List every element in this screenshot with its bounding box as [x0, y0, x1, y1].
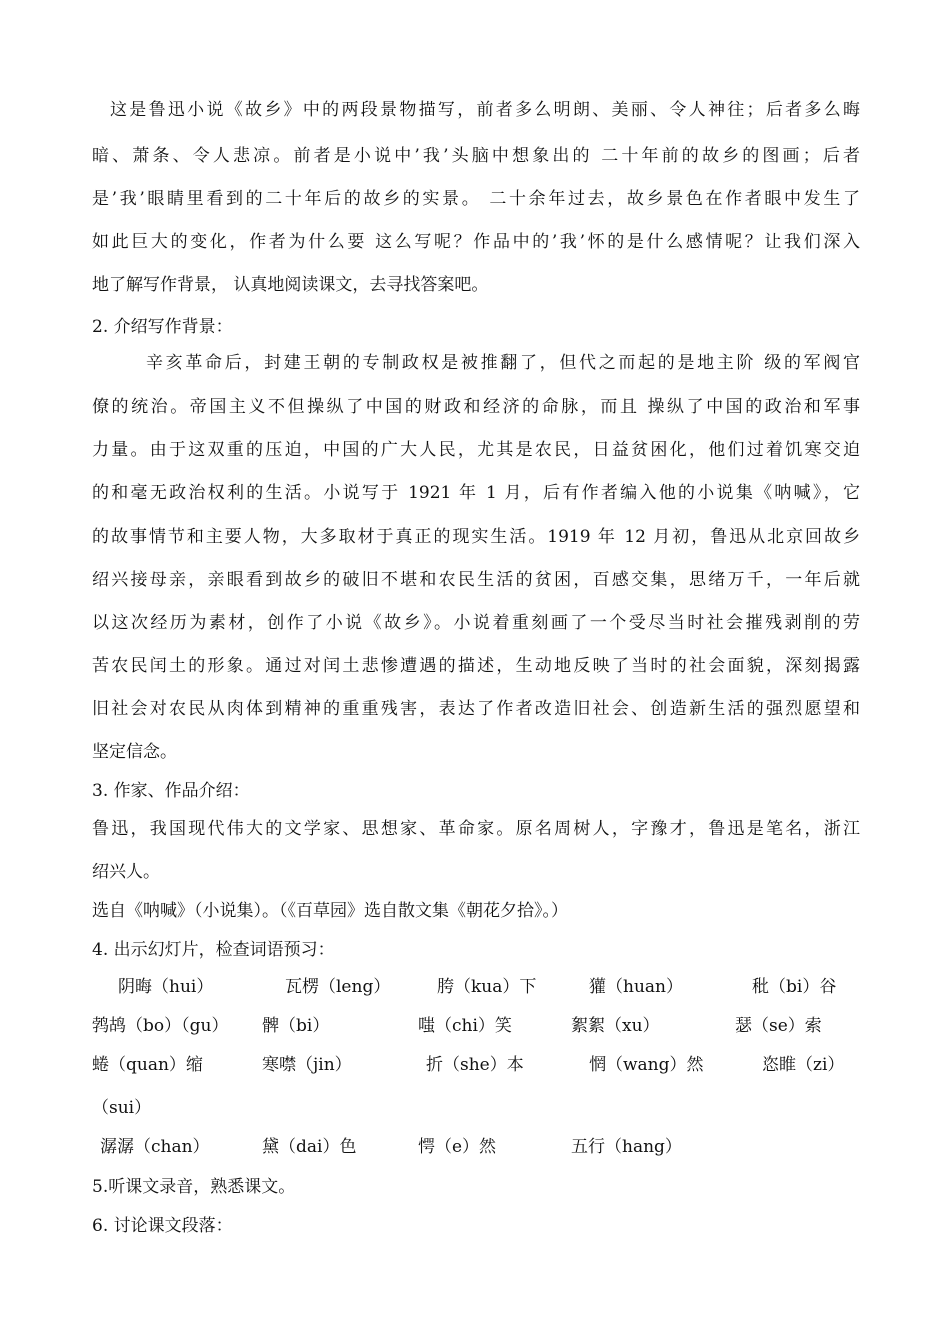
background-line-3: 力量。由于这双重的压迫，中国的广大人民，尤其是农民，日益贫困化，他们过着饥寒交迫 [92, 440, 860, 460]
vocab-item: 絮絮（xu） [571, 1016, 660, 1036]
background-line-4: 的和毫无政治权利的生活。小说写于 1921 年 1 月，后有作者编入他的小说集《呐喊》，它 [92, 483, 860, 503]
author-line-2: 绍兴人。 [92, 862, 160, 882]
vocab-item: 蜷（quan）缩 [92, 1055, 203, 1075]
vocab-item: 秕（bi）谷 [752, 977, 837, 997]
intro-line-5: 地了解写作背景， 认真地阅读课文，去寻找答案吧。 [92, 275, 489, 295]
vocab-item: 惘（wang）然 [589, 1055, 704, 1075]
background-line-2: 僚的统治。帝国主义不但操纵了中国的财政和经济的命脉，而且 操纵了中国的政治和军事 [92, 397, 860, 417]
background-line-5: 的故事情节和主要人物，大多取材于真正的现实生活。1919 年 12 月初，鲁迅从北京回故乡 [92, 527, 860, 547]
background-line-10: 坚定信念。 [92, 742, 177, 762]
background-line-1: 辛亥革命后，封建王朝的专制政权是被推翻了，但代之而起的是地主阶 级的军阀官 [146, 353, 860, 373]
intro-line-2: 暗、萧条、令人悲凉。前者是小说中’我’头脑中想象出的 二十年前的故乡的图画；后者 [92, 146, 860, 166]
vocab-item: 五行（hang） [571, 1137, 682, 1157]
intro-line-3: 是’我’眼睛里看到的二十年后的故乡的实景。 二十余年过去，故乡景色在作者眼中发生了 [92, 189, 860, 209]
vocab-item: 潺潺（chan） [100, 1137, 210, 1157]
background-line-9: 旧社会对农民从肉体到精神的重重残害，表达了作者改造旧社会、创造新生活的强烈愿望和 [92, 699, 860, 719]
vocab-item: 獾（huan） [589, 977, 683, 997]
section-heading-2: 2. 介绍写作背景： [92, 317, 233, 337]
vocab-item: 恣睢（zi） [762, 1055, 845, 1075]
vocab-item: 鹁鸪（bo）（gu） [92, 1016, 229, 1036]
section-heading-4: 4. 出示幻灯片，检查词语预习： [92, 940, 335, 960]
vocab-item: （sui） [92, 1098, 152, 1118]
vocab-item: 愕（e）然 [418, 1137, 497, 1157]
background-line-8: 苦农民闰土的形象。通过对闰土悲惨遭遇的描述，生动地反映了当时的社会面貌，深刻揭露 [92, 656, 860, 676]
vocab-item: 髀（bi） [262, 1016, 330, 1036]
section-heading-3: 3. 作家、作品介绍： [92, 781, 250, 801]
author-line-1: 鲁迅，我国现代伟大的文学家、思想家、革命家。原名周树人，字豫才，鲁迅是笔名，浙江 [92, 819, 860, 839]
vocab-item: 折（she）本 [426, 1055, 524, 1075]
background-line-7: 以这次经历为素材，创作了小说《故乡》。小说着重刻画了一个受尽当时社会摧残剥削的劳 [92, 613, 860, 633]
intro-line-4: 如此巨大的变化，作者为什么要 这么写呢？作品中的’我’怀的是什么感情呢？让我们深入 [92, 232, 860, 252]
intro-line-1: 这是鲁迅小说《故乡》中的两段景物描写，前者多么明朗、美丽、令人神往；后者多么晦 [110, 100, 860, 120]
vocab-item: 寒噤（jin） [262, 1055, 352, 1075]
vocab-item: 黛（dai）色 [262, 1137, 357, 1157]
vocab-item: 嗤（chi）笑 [418, 1016, 512, 1036]
vocab-item: 瑟（se）索 [735, 1016, 822, 1036]
background-line-6: 绍兴接母亲，亲眼看到故乡的破旧不堪和农民生活的贫困，百感交集，思绪万千，一年后就 [92, 570, 860, 590]
vocab-item: 瓦楞（leng） [285, 977, 391, 997]
vocab-item: 胯（kua）下 [437, 977, 537, 997]
vocab-item: 阴晦（hui） [118, 977, 214, 997]
section-heading-5: 5.听课文录音，熟悉课文。 [92, 1177, 296, 1197]
section-heading-6: 6. 讨论课文段落： [92, 1216, 233, 1236]
source-line: 选自《呐喊》（小说集）。（《百草园》选自散文集《朝花夕拾》。） [92, 901, 568, 921]
